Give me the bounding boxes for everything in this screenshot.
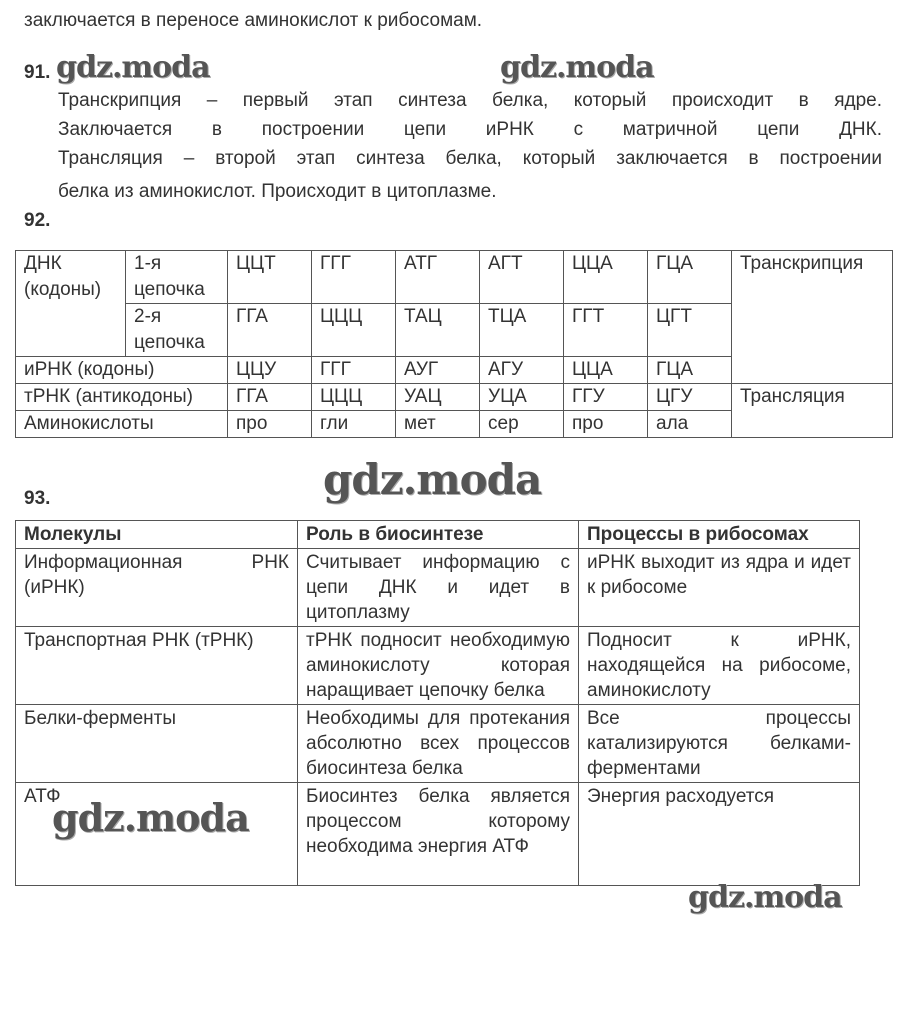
transcription-label: Транскрипция [732, 251, 893, 384]
codon-cell: АУГ [396, 357, 480, 384]
process-cell: Подносит к иРНК, находящейся на рибосоме, аминокислоту [579, 627, 860, 705]
chain1-label: 1-я цепочка [126, 251, 228, 304]
amino-cell: гли [312, 411, 396, 438]
watermark: gdz.moda [688, 880, 842, 915]
table-row [16, 251, 893, 304]
watermark: gdz.moda [56, 50, 210, 85]
codon-cell: ГГГ [312, 251, 396, 304]
role-cell: тРНК подносит необходимую аминокислоту которая наращивает цепочку белка [298, 627, 579, 705]
molecule-cell: АТФ [16, 783, 298, 886]
header-processes: Процессы в рибосомах [579, 521, 860, 549]
amino-label: Аминокислоты [16, 411, 228, 438]
q91-line-4: белка из аминокислот. Происходит в цитоплазме. [58, 181, 497, 202]
table-row [16, 384, 893, 411]
codon-cell: ТЦА [480, 304, 564, 357]
amino-cell: про [228, 411, 312, 438]
role-cell: Считывает информацию с цепи ДНК и идет в цитоплазму [298, 549, 579, 627]
intro-text: заключается в переносе аминокислот к рибосомам. [24, 10, 483, 31]
codon-cell: ЦЦУ [228, 357, 312, 384]
role-cell: Биосинтез белка является процессом которому необходима энергия АТФ [298, 783, 579, 886]
codon-cell: ГЦА [648, 251, 732, 304]
watermark: gdz.moda [52, 795, 249, 840]
molecule-cell: Белки-ферменты [16, 705, 298, 783]
question-93-number: 93. [24, 488, 51, 509]
process-cell: Все процессы катализируются белками-ферментами [579, 705, 860, 783]
table-row [16, 705, 860, 783]
codon-table [15, 250, 893, 438]
header-role: Роль в биосинтезе [298, 521, 579, 549]
anticodon-cell: УАЦ [396, 384, 480, 411]
codon-cell: ЦЦТ [228, 251, 312, 304]
process-cell: Энергия расходуется [579, 783, 860, 886]
codon-cell: ГГТ [564, 304, 648, 357]
q91-line-1: Транскрипция – первый этап синтеза белка, который происходит в ядре. [58, 90, 882, 111]
codon-cell: АГТ [480, 251, 564, 304]
codon-cell: АТГ [396, 251, 480, 304]
codon-cell: ГЦА [648, 357, 732, 384]
chain2-label: 2-я цепочка [126, 304, 228, 357]
dna-label: ДНК (кодоны) [16, 251, 126, 357]
codon-cell: ЦЦЦ [312, 304, 396, 357]
codon-cell: АГУ [480, 357, 564, 384]
table-header-row [16, 521, 860, 549]
amino-cell: про [564, 411, 648, 438]
anticodon-cell: ЦГУ [648, 384, 732, 411]
codon-cell: ТАЦ [396, 304, 480, 357]
role-cell: Необходимы для протекания абсолютно всех процессов биосинтеза белка [298, 705, 579, 783]
codon-cell: ЦЦА [564, 251, 648, 304]
trna-label: тРНК (антикодоны) [16, 384, 228, 411]
table-row [16, 549, 860, 627]
watermark: gdz.moda [500, 50, 654, 85]
molecule-cell: Транспортная РНК (тРНК) [16, 627, 298, 705]
watermark: gdz.moda [323, 455, 542, 504]
codon-cell: ЦГТ [648, 304, 732, 357]
codon-cell: ГГА [228, 304, 312, 357]
amino-cell: ала [648, 411, 732, 438]
amino-cell: сер [480, 411, 564, 438]
anticodon-cell: УЦА [480, 384, 564, 411]
q91-line-2: Заключается в построении цепи иРНК с матричной цепи ДНК. [58, 119, 882, 140]
mrna-label: иРНК (кодоны) [16, 357, 228, 384]
q91-line-3: Трансляция – второй этап синтеза белка, который заключается в построении [58, 148, 882, 169]
question-91-number: 91. [24, 62, 51, 83]
process-cell: иРНК выходит из ядра и идет к рибосоме [579, 549, 860, 627]
translation-label: Трансляция [732, 384, 893, 438]
table-row [16, 627, 860, 705]
anticodon-cell: ГГА [228, 384, 312, 411]
header-molecules: Молекулы [16, 521, 298, 549]
question-92-number: 92. [24, 210, 51, 231]
anticodon-cell: ГГУ [564, 384, 648, 411]
codon-cell: ЦЦА [564, 357, 648, 384]
molecule-cell: Информационная РНК (иРНК) [16, 549, 298, 627]
amino-cell: мет [396, 411, 480, 438]
anticodon-cell: ЦЦЦ [312, 384, 396, 411]
codon-cell: ГГГ [312, 357, 396, 384]
